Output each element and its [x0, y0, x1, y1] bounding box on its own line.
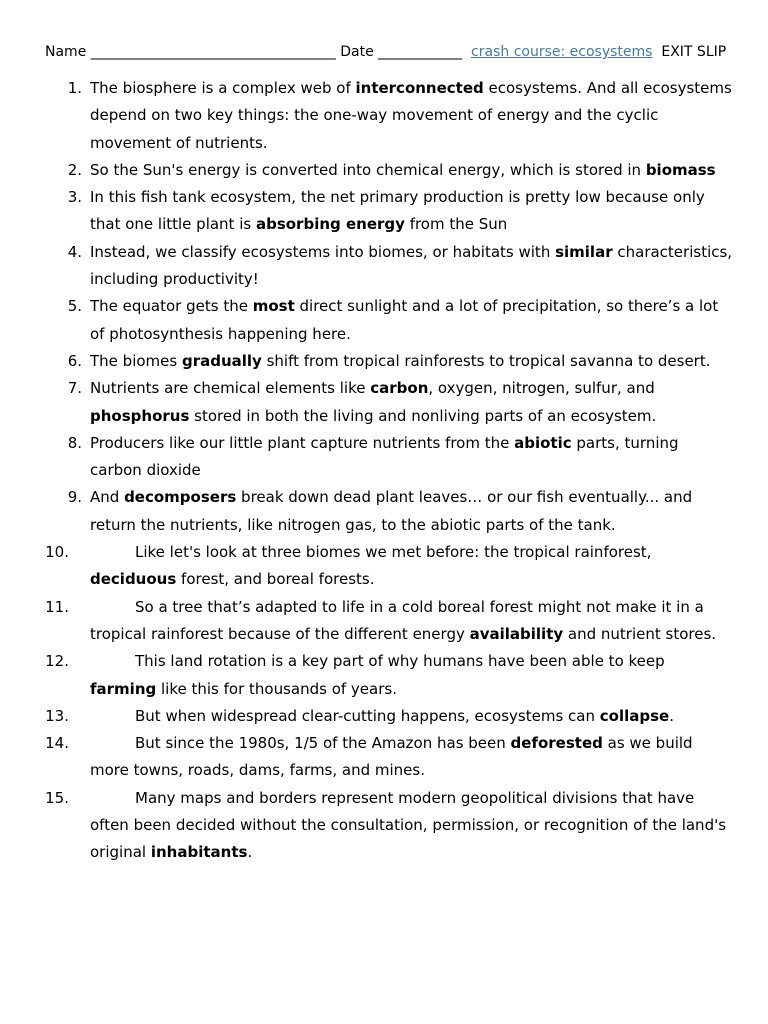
list-item: 13. But when widespread clear-cutting happens, ecosystems can collapse. [45, 703, 735, 730]
item-number: 10. [45, 543, 69, 562]
keyword: abiotic [514, 433, 572, 452]
list-item: 11. So a tree that’s adapted to life in a cold boreal forest might not make it in a tropical rainforest because of the different energy availability and nutrient stores. [45, 594, 735, 649]
keyword: similar [555, 242, 613, 261]
list-item: 14. But since the 1980s, 1/5 of the Amazon has been deforested as we build more towns, roads, dams, farms, and mines. [45, 730, 735, 785]
keyword: farming [90, 679, 157, 698]
item-number: 9. [67, 488, 82, 507]
keyword: inhabitants [150, 843, 248, 862]
item-number: 6. [67, 351, 82, 370]
list-item: 5. The equator gets the most direct sunlight and a lot of precipitation, so there’s a lot of photosynthesis happening here. [45, 293, 735, 348]
item-number: 15. [45, 788, 69, 807]
keyword: decomposers [124, 488, 237, 507]
keyword: biomass [645, 160, 716, 179]
keyword: most [252, 297, 295, 316]
list-item: 2. So the Sun's energy is converted into chemical energy, which is stored in biomass [45, 157, 735, 184]
keyword: carbon [370, 379, 429, 398]
item-number: 13. [45, 706, 69, 725]
list-item: 7. Nutrients are chemical elements like carbon, oxygen, nitrogen, sulfur, and phosphorus stored in both the living and nonliving parts of an ecosystem. [45, 375, 735, 430]
question-list [45, 75, 735, 867]
name-label: Name [45, 44, 87, 60]
item-number: 12. [45, 652, 69, 671]
list-item: 8. Producers like our little plant capture nutrients from the abiotic parts, turning carbon dioxide [45, 430, 735, 485]
item-number: 2. [67, 160, 82, 179]
list-item: 15. Many maps and borders represent modern geopolitical divisions that have often been decided without the consultation, permission, or recognition of the land's original inhabitants. [45, 785, 735, 867]
keyword: phosphorus [90, 406, 190, 425]
list-item: 10. Like let's look at three biomes we met before: the tropical rainforest, deciduous forest, and boreal forests. [45, 539, 735, 594]
list-item: 12. This land rotation is a key part of why humans have been able to keep farming like this for thousands of years. [45, 648, 735, 703]
video-link[interactable]: crash course: ecosystems [471, 44, 653, 60]
list-item: 1. The biosphere is a complex web of interconnected ecosystems. And all ecosystems depend on two key things: the one-way movement of energy and the cyclic movement of nutrients. [45, 75, 735, 157]
keyword: interconnected [355, 79, 484, 97]
list-item: 6. The biomes gradually shift from tropical rainforests to tropical savanna to desert. [45, 348, 735, 375]
list-item: 4. Instead, we classify ecosystems into biomes, or habitats with similar characteristics, including productivity! [45, 239, 735, 294]
item-number: 5. [67, 297, 82, 316]
name-blank[interactable]: ___________________________________ [90, 44, 336, 60]
keyword: availability [469, 624, 564, 643]
item-number: 4. [67, 242, 82, 261]
keyword: collapse [599, 706, 670, 725]
keyword: gradually [181, 351, 262, 370]
item-number: 11. [45, 597, 69, 616]
keyword: absorbing energy [255, 215, 405, 234]
worksheet-header [45, 44, 735, 61]
exit-slip-label: EXIT SLIP [661, 44, 727, 60]
item-number: 7. [67, 379, 82, 398]
date-label: Date [340, 44, 374, 60]
item-number: 8. [67, 433, 82, 452]
date-blank[interactable]: ____________ [378, 44, 463, 60]
list-item: 3. In this fish tank ecosystem, the net primary production is pretty low because only that one little plant is absorbing energy from the Sun [45, 184, 735, 239]
list-item: 9. And decomposers break down dead plant leaves… or our fish eventually... and return the nutrients, like nitrogen gas, to the abiotic parts of the tank. [45, 484, 735, 539]
item-number: 14. [45, 734, 69, 753]
item-number: 1. [67, 79, 82, 97]
keyword: deforested [510, 734, 603, 753]
item-number: 3. [67, 188, 82, 207]
keyword: deciduous [90, 570, 177, 589]
